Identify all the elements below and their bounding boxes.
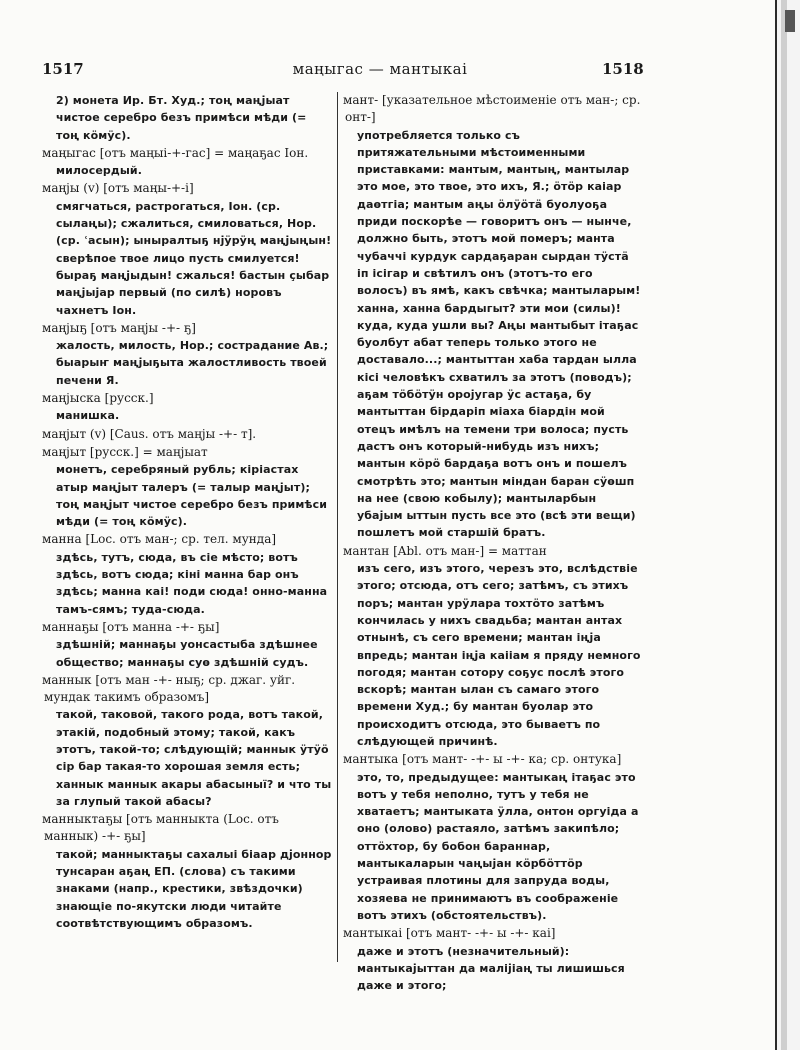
entry-definition: здѣшній; маннаҕы уонсастыба здѣшнее общество; маннаҕы суѳ здѣшній судъ. — [56, 638, 318, 669]
entry-definition: милосердый. — [56, 164, 142, 178]
entry-definition: манишка. — [56, 409, 120, 423]
dictionary-entry — [42, 426, 332, 443]
entry-definition: смягчаться, растрогаться, Іон. (ср. сылаңы); сжалиться, смиловаться, Нор. (ср. ʿасын); ыныралтыҕ нјӱрӱң маңјыңын! сверѣпое твое лицо пусть смилуется! быраҕ маңјыдын! сжалься! бастын ҫыбар маңјыјар первый (по силѣ) норовъ чахнетъ Іон. — [56, 199, 332, 317]
entry-definition: монетъ, серебряный рубль; кіріастах атыр маңјыт талеръ (= талыр маңјыт); тоң маңјыт чистое серебро безъ примѣси мѣди (= тоң кӧмӱс). — [56, 463, 328, 529]
dictionary-entry — [42, 180, 332, 318]
left-column — [42, 92, 332, 933]
entry-definition: изъ сего, изъ этого, черезъ это, вслѣдствіе этого; отсюда, отъ сего; затѣмъ, съ этихъ поръ; мантан урӱлара тохтӧто затѣмъ кончилась у нихъ свадьба; мантан антах отнынѣ, съ сего времени; мантан іңја впредь; мантан іңја каііам я пряду немного погодя; мантан сотору соҕус послѣ этого вскорѣ; мантан ылан съ самаго этого времени Худ.; бу мантан буолар это происходитъ отсюда, это бываетъ по слѣдующей причинѣ. — [357, 562, 641, 748]
entry-headword: маңјы (v) [отъ маңы-+-і] — [42, 181, 194, 196]
dictionary-entry — [42, 531, 332, 617]
dictionary-entry — [343, 543, 643, 751]
entry-definition: даже и этотъ (незначительный): мантыкајыттан да маліјіаң ты лишишься даже и этого; — [357, 944, 625, 993]
entry-definition: употребляется только съ притяжательными мѣстоименными приставками: мантым, мантың, мантылар это мое, это твое, это ихъ, Я.; ӧтӧр каіар даѳтгіа; мантым аңы ӧлӱӧтӓ буолуоҕа приди поскорѣе — говоритъ онъ — нынче, должно быть, этотъ мой померъ; манта чубаччі курдук сардаҕаран сырдан тӱстӓ іп ісігар и свѣтилъ онъ (этотъ-то его волосъ) въ ямѣ, какъ свѣчка; мантыларым! ханна, ханна бардыгыт? эти мои (силы)! куда, куда ушли вы? Аңы мантыбыт ітаҕас буолбут абат теперь только этого не доставало...; мантыттан хаба тардан ылла кісі человѣкъ схватилъ за этотъ (поводъ); аҕам тӧбӧтӱн оројугар ӱс астаҕа, бу мантыттан бірдаріп міаха біардін мой отецъ имѣлъ на темени три волоса; пусть дастъ онъ который-нибудь изъ нихъ; мантын кӧрӧ бардаҕа вотъ онъ и пошелъ смотрѣть это; мантын міндан баран сӱѳшп на нее (свою кобылу); мантыларбын убајым ыттын пусть все это (всѣ эти вещи) пошлетъ мой старшій братъ. — [357, 128, 641, 540]
entry-headword: маңјыска [русск.] — [42, 391, 154, 406]
dictionary-entry — [42, 320, 332, 389]
page-edge-band — [777, 0, 800, 1050]
page-header — [0, 56, 777, 86]
entry-definition: такой, таковой, такого рода, вотъ такой, этакій, подобный этому; такой, какъ этотъ, такой-то; слѣдующій; маннык ӱтӱӧ сір бар такая-то хорошая земля есть; ханнык маннык акары абасыныї? и что ты за глупый такой абасы? — [56, 708, 332, 808]
dictionary-entry — [343, 751, 643, 924]
edge-mark — [785, 10, 795, 32]
entry-headword: манна [Loc. отъ ман-; ср. тел. мунда] — [42, 532, 277, 547]
entry-definition: 2) монета Ир. Бт. Худ.; тоң маңјыат чистое серебро безъ примѣси мѣди (= тоң кӧмӱс). — [56, 94, 307, 142]
dictionary-entry — [42, 619, 332, 671]
entry-definition: жалость, милость, Нор.; сострадание Ав.; быарыҥ маңјыҕыта жалостливость твоей печени Я. — [56, 339, 329, 387]
column-divider — [337, 92, 338, 962]
entry-headword: манныктаҕы [отъ манныкта (Loc. отъ маннык) -+- ҕы] — [42, 812, 279, 844]
entry-headword: маңјыт (v) [Caus. отъ маңјы -+- т]. — [42, 426, 257, 441]
dictionary-entry — [42, 444, 332, 530]
entry-headword: маңјыҕ [отъ маңјы -+- ҕ] — [42, 320, 196, 335]
entry-headword: мантыкаі [отъ мант- -+- ы -+- каі] — [343, 926, 556, 941]
entry-definition: это, то, предыдущее: мантыкаң ітаҕас это вотъ у тебя неполно, тутъ у тебя не хватаетъ; мантыката ӱлла, онтон оргуіда а оно (олово) растаяло, затѣмъ закипѣло; оттӧхтор, бу бобон бараннар, мантыкаларын чаңыјан кӧрбӧттӧр устраивая плотины для запруда воды, хозяева не принимаютъ въ соображеніе вотъ этихъ (обстоятельствъ). — [357, 770, 639, 922]
entry-headword: мантыка [отъ мант- -+- ы -+- ка; ср. онтука] — [343, 752, 622, 767]
dictionary-entry — [343, 925, 643, 994]
entry-headword: маннык [отъ ман -+- ныҕ; ср. джаг. уйг. мундак такимъ образомъ] — [42, 672, 296, 705]
right-column — [343, 92, 643, 995]
entry-definition: здѣсь, тутъ, сюда, въ сіе мѣсто; вотъ здѣсь, вотъ сюда; кіні манна бар онъ здѣсь; манна каі! поди сюда! онно-манна тамъ-сямъ; туда-сюда. — [56, 550, 328, 616]
entry-headword: маннаҕы [отъ манна -+- ҕы] — [42, 619, 220, 634]
dictionary-entry — [42, 390, 332, 425]
entry-headword: маңјыт [русск.] = маңјыат — [42, 444, 208, 459]
dictionary-entry — [42, 672, 332, 810]
page-number-left: 1517 — [42, 60, 84, 78]
entry-headword: мантан [Abl. отъ ман-] = маттан — [343, 543, 547, 558]
page-number-right: 1518 — [602, 60, 644, 78]
entry-headword: мант- [указательное мѣстоименіе отъ ман-; ср. онт-] — [343, 93, 641, 125]
dictionary-entry — [42, 145, 332, 180]
running-title: маңыгас — мантыкаі — [292, 60, 468, 78]
dictionary-entry — [42, 811, 332, 932]
entry-definition: такой; манныктаҕы сахалыі біаар дјоннор тунсаран аҕаң ЕП. (слова) съ такими знаками (напр., крестики, звѣздочки) знающіе по-якутски люди читайте соотвѣтствующимъ образомъ. — [56, 847, 332, 930]
dictionary-entry — [343, 92, 643, 542]
dictionary-entry — [42, 92, 332, 144]
entry-headword: маңыгас [отъ маңыі-+-гас] = маңаҕас Іон. — [42, 145, 309, 160]
binding-edge — [781, 0, 787, 1050]
